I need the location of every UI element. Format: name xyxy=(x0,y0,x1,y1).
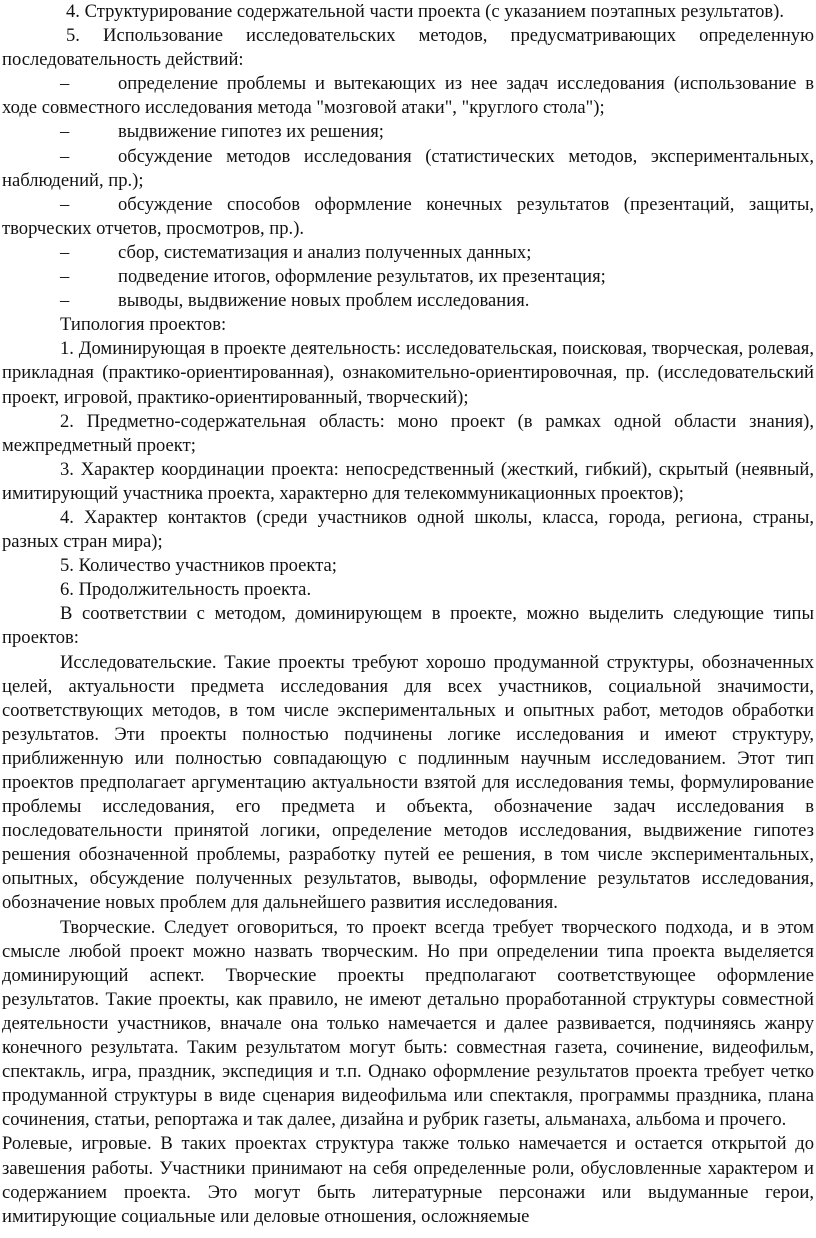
list-item-text: определение проблемы и вытекающих из нее задач исследования (использование в ходе совместного исследования метода "мозговой атаки", "круглого стола"); xyxy=(2,73,814,119)
list-item-text: сбор, систематизация и анализ полученных данных; xyxy=(118,241,532,263)
list-item-text: подведение итогов, оформление результатов, их презентация; xyxy=(118,266,606,288)
list-item-text: обсуждение методов исследования (статистических методов, экспериментальных, наблюдений, пр.); xyxy=(2,145,814,191)
list-item-text: выдвижение гипотез их решения; xyxy=(118,121,384,143)
list-item xyxy=(2,193,814,241)
dash-marker: – xyxy=(60,290,70,312)
dash-marker: – xyxy=(60,121,70,143)
list-item-text: обсуждение способов оформление конечных результатов (презентаций, защиты, творческих отчетов, просмотров, пр.). xyxy=(2,193,814,239)
list-item xyxy=(2,120,814,144)
list-item xyxy=(2,145,814,193)
typology-item: 3. Характер координации проекта: непосредственный (жесткий, гибкий), скрытый (неявный, имитирующий участника проекта, характерно для телекоммуникационных проектов); xyxy=(2,458,814,504)
list-item xyxy=(2,265,814,289)
typology-heading: Типология проектов: xyxy=(60,314,227,336)
list-item-text: выводы, выдвижение новых проблем исследования. xyxy=(118,290,530,312)
dash-marker: – xyxy=(60,193,70,215)
typology-item: 5. Количество участников проекта; xyxy=(60,555,337,577)
paragraph-structuring: 4. Структурирование содержательной части проекта (с указанием поэтапных результатов). xyxy=(66,1,785,22)
dash-marker: – xyxy=(60,241,70,263)
paragraph-research-methods: 5. Использование исследовательских методов, предусматривающих определенную последовательность действий: xyxy=(2,25,814,71)
paragraph-role-projects: Ролевые, игровые. В таких проектах структура также только намечается и остается открытой до завешения работы. Участники принимают на себя определенные роли, обусловленные характером и содержанием проекта. Это могут быть литературные персонажи или выдуманные герои, имитирующие социальные или деловые отношения, осложняемые xyxy=(2,1133,814,1227)
dash-marker: – xyxy=(60,266,70,288)
paragraph-project-types: В соответствии с методом, доминирующем в проекте, можно выделить следующие типы проектов: xyxy=(2,603,814,649)
paragraph-creative-projects: Творческие. Следует оговориться, то проект всегда требует творческого подхода, и в этом смысле любой проект можно назвать творческим. Но при определении типа проекта выделяется доминирующий аспект. Творческие проекты предполагают соответствующее оформление результатов. Такие проекты, как правило, не имеют детально проработанной структуры совместной деятельности участников, вначале она только намечается и далее развивается, подчиняясь жанру конечного результата. Таким результатом могут быть: совместная газета, сочинение, видеофильм, спектакль, игра, праздник, экспедиция и т.п. Однако оформление результатов проекта требует четко продуманной структуры в виде сценария видеофильма или спектакля, программы праздника, плана сочинения, статьи, репортажа и так далее, дизайна и рубрик газеты, альманаха, альбома и прочего. xyxy=(2,916,814,1131)
dash-marker: – xyxy=(60,73,70,95)
typology-item: 2. Предметно-содержательная область: моно проект (в рамках одной области знания), межпредметный проект; xyxy=(2,410,814,456)
list-item xyxy=(2,289,814,313)
list-item xyxy=(2,72,814,120)
typology-item: 6. Продолжительность проекта. xyxy=(60,579,312,601)
paragraph-research-projects: Исследовательские. Такие проекты требуют хорошо продуманной структуры, обозначенных целей, актуальности предмета исследования для всех участников, социальной значимости, соответствующих методов, в том числе экспериментальных и опытных работ, методов обработки результатов. Эти проекты полностью подчинены логике исследования и имеют структуру, приближенную или полностью совпадающую с подлинным научным исследованием. Этот тип проектов предполагает аргументацию актуальности взятой для исследования темы, формулирование проблемы исследования, его предмета и объекта, обозначение задач исследования в последовательности принятой логики, определение методов исследования, выдвижение гипотез решения обозначенной проблемы, разработку путей ее решения, в том числе экспериментальных, опытных, обсуждение полученных результатов, выводы, оформление результатов исследования, обозначение новых проблем для дальнейшего развития исследования. xyxy=(2,651,814,914)
list-item xyxy=(2,241,814,265)
typology-item: 4. Характер контактов (среди участников одной школы, класса, города, региона, страны, разных стран мира); xyxy=(2,506,814,553)
dash-marker: – xyxy=(60,145,70,167)
typology-item: 1. Доминирующая в проекте деятельность: исследовательская, поисковая, творческая, ролевая, прикладная (практико-ориентированная), ознакомительно-ориентировочная, пр. (исследовательский проект, игровой, практико-ориентированный, творческий); xyxy=(2,338,814,408)
